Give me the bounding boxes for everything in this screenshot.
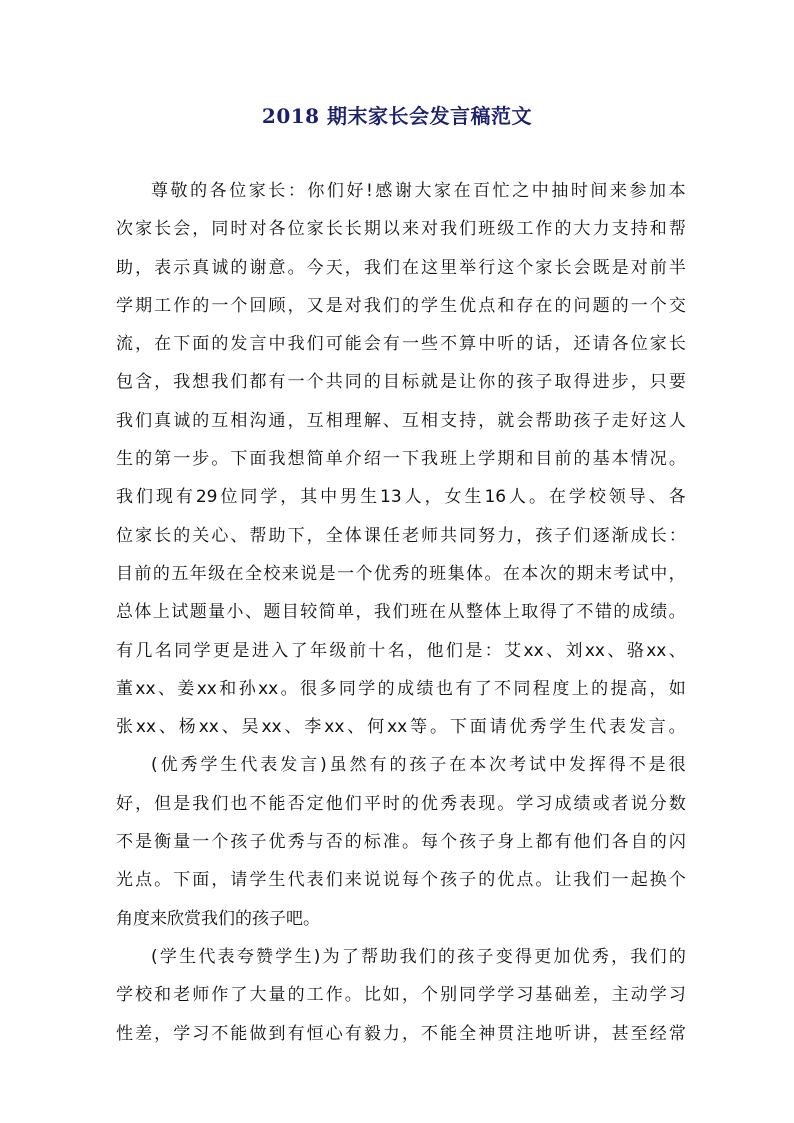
document-body (116, 172, 686, 1053)
body-line: 我 们 真 诚 的 互 相 沟 通 ， 互 相 理 解 、 互 相 支 持 ， 就 会 帮 助 孩 子 走 好 这 人 (116, 410, 686, 431)
body-line: 性 差 ， 学 习 不 能 做 到 有 恒 心 有 毅 力 ， 不 能 全 神 贯 注 地 听 讲 ， 甚 至 经 常 (116, 1023, 686, 1044)
body-line: 不 是 衡 量 一 个 孩 子 优 秀 与 否 的 标 准 。 每 个 孩 子 身 上 都 有 他 们 各 自 的 闪 (116, 832, 686, 853)
body-line: 董 xx 、 姜 xx 和 孙 xx 。 很 多 同 学 的 成 绩 也 有 了 不 同 程 度 上 的 提 高 ， 如 (116, 678, 686, 699)
body-line: 位 家 长 的 关 心 、 帮 助 下 ， 全 体 课 任 老 师 共 同 努 力 ， 孩 子 们 逐 渐 成 长 ： (116, 525, 686, 546)
body-line: ( 学 生 代 表 夸 赞 学 生 ) 为 了 帮 助 我 们 的 孩 子 变 得 更 加 优 秀 ， 我 们 的 (151, 946, 686, 967)
body-line: 目 前 的 五 年 级 在 全 校 来 说 是 一 个 优 秀 的 班 集 体 。 在 本 次 的 期 末 考 试 中 ， (116, 563, 686, 584)
body-line: 张 xx 、 杨 xx 、 吴 xx 、 李 xx 、 何 xx 等 。 下 面 请 优 秀 学 生 代 表 发 言 。 (116, 717, 686, 738)
body-line: 流 ， 在 下 面 的 发 言 中 我 们 可 能 会 有 一 些 不 算 中 听 的 话 ， 还 请 各 位 家 长 (116, 334, 686, 355)
body-line: 学 校 和 老 师 作 了 大 量 的 工 作 。 比 如 ， 个 别 同 学 学 习 基 础 差 ， 主 动 学 习 (116, 985, 686, 1006)
body-line: 有 几 名 同 学 更 是 进 入 了 年 级 前 十 名 ， 他 们 是 ： 艾 xx 、 刘 xx 、 骆 xx 、 (116, 640, 686, 661)
document-title: 2018 期末家长会发言稿范文 (261, 104, 533, 128)
body-line: 总 体 上 试 题 量 小 、 题 目 较 简 单 ， 我 们 班 在 从 整 体 上 取 得 了 不 错 的 成 绩 。 (116, 602, 686, 623)
body-line: ( 优 秀 学 生 代 表 发 言 ) 虽 然 有 的 孩 子 在 本 次 考 试 中 发 挥 得 不 是 很 (151, 755, 686, 776)
body-line: 尊 敬 的 各 位 家 长 ： 你 们 好 ! 感 谢 大 家 在 百 忙 之 中 抽 时 间 来 参 加 本 (151, 181, 686, 201)
body-line: 生 的 第 一 步 。 下 面 我 想 简 单 介 绍 一 下 我 班 上 学 期 和 目 前 的 基 本 情 况 。 (116, 449, 686, 470)
body-line: 角度来欣赏我们的孩子吧。 (116, 908, 320, 929)
body-line: 我 们 现 有 29 位 同 学 ， 其 中 男 生 13 人 ， 女 生 16 人 。 在 学 校 领 导 、 各 (116, 487, 686, 508)
body-line: 光 点 。 下 面 ， 请 学 生 代 表 们 来 说 说 每 个 孩 子 的 优 点 。 让 我 们 一 起 换 个 (116, 870, 686, 891)
body-line: 包 含 ， 我 想 我 们 都 有 一 个 共 同 的 目 标 就 是 让 你 的 孩 子 取 得 进 步 ， 只 要 (116, 372, 686, 393)
body-line: 次 家 长 会 ， 同 时 对 各 位 家 长 长 期 以 来 对 我 们 班 级 工 作 的 大 力 支 持 和 帮 (116, 219, 686, 240)
body-line: 学 期 工 作 的 一 个 回 顾 ， 又 是 对 我 们 的 学 生 优 点 和 存 在 的 问 题 的 一 个 交 (116, 295, 686, 316)
body-line: 助 ， 表 示 真 诚 的 谢 意 。 今 天 ， 我 们 在 这 里 举 行 这 个 家 长 会 既 是 对 前 半 (116, 257, 686, 278)
body-line: 好 ， 但 是 我 们 也 不 能 否 定 他 们 平 时 的 优 秀 表 现 。 学 习 成 绩 或 者 说 分 数 (116, 793, 686, 814)
